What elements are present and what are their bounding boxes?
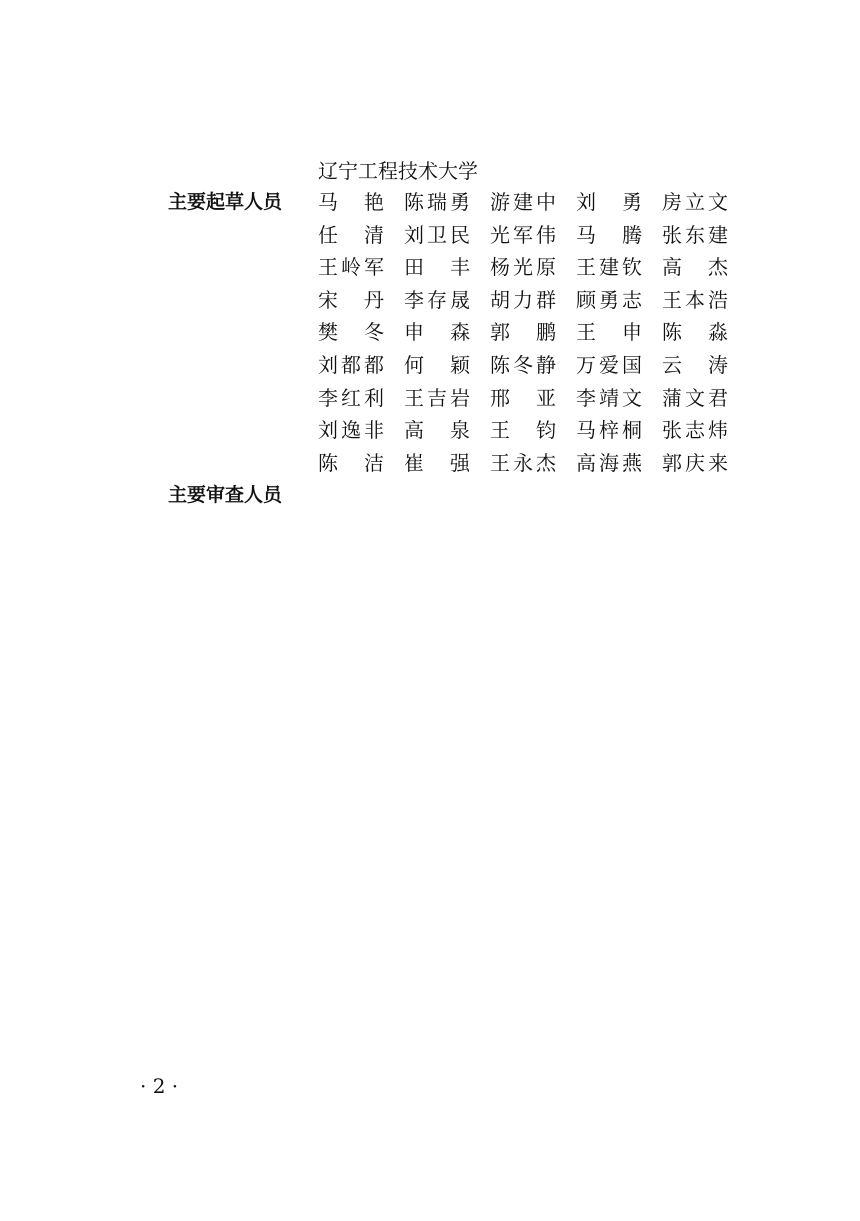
page-number: · 2 · (140, 1074, 179, 1098)
drafter-name: 李 存 晟 (404, 287, 470, 312)
drafter-name: 郭 鹏 (490, 320, 556, 345)
drafter-name: 张 东 建 (662, 222, 728, 247)
drafter-name: 刘 卫 民 (404, 222, 470, 247)
drafter-name: 王 吉 岩 (404, 385, 470, 410)
drafter-name: 王 钧 (490, 418, 556, 443)
drafter-name: 王 本 浩 (662, 287, 728, 312)
organization-name: 辽宁工程技术大学 (318, 159, 478, 183)
drafter-name: 樊 冬 (318, 320, 384, 345)
drafter-name: 王 永 杰 (490, 450, 556, 475)
drafter-name: 云 涛 (662, 352, 728, 377)
drafter-name: 陈 淼 (662, 320, 728, 345)
drafter-name: 王 建 钦 (576, 255, 642, 280)
drafter-name: 田 丰 (404, 255, 470, 280)
drafter-name: 王 岭 军 (318, 255, 384, 280)
drafter-name: 刘 逸 非 (318, 418, 384, 443)
drafter-name: 胡 力 群 (490, 287, 556, 312)
drafter-name: 李 靖 文 (576, 385, 642, 410)
drafter-name: 王 申 (576, 320, 642, 345)
drafter-name: 陈 冬 静 (490, 352, 556, 377)
drafter-name: 万 爱 国 (576, 352, 642, 377)
reviewers-label: 主要审查人员 (168, 484, 283, 506)
drafter-name: 马 梓 桐 (576, 418, 642, 443)
drafter-name: 刘 勇 (576, 190, 642, 214)
drafter-name: 马 腾 (576, 222, 642, 247)
drafter-name: 崔 强 (404, 450, 470, 475)
drafter-name: 马 艳 (318, 190, 384, 214)
drafters-label: 主要起草人员 (168, 191, 283, 213)
drafters-name-grid (318, 188, 728, 477)
drafter-name: 光 军 伟 (490, 222, 556, 247)
drafter-name: 刘 都 都 (318, 352, 384, 377)
drafter-name: 郭 庆 来 (662, 450, 728, 475)
drafter-name: 高 杰 (662, 255, 728, 280)
drafter-name: 何 颖 (404, 352, 470, 377)
drafter-name: 邢 亚 (490, 385, 556, 410)
drafter-name: 高 海 燕 (576, 450, 642, 475)
drafter-name: 房 立 文 (662, 190, 728, 214)
drafter-name: 李 红 利 (318, 385, 384, 410)
drafter-name: 高 泉 (404, 418, 470, 443)
drafter-name: 陈 瑞 勇 (404, 190, 470, 214)
drafter-name: 任 清 (318, 222, 384, 247)
drafter-name: 宋 丹 (318, 287, 384, 312)
drafter-name: 游 建 中 (490, 190, 556, 214)
drafter-name: 陈 洁 (318, 450, 384, 475)
drafter-name: 顾 勇 志 (576, 287, 642, 312)
drafter-name: 张 志 炜 (662, 418, 728, 443)
drafter-name: 杨 光 原 (490, 255, 556, 280)
drafter-name: 蒲 文 君 (662, 385, 728, 410)
drafter-name: 申 森 (404, 320, 470, 345)
